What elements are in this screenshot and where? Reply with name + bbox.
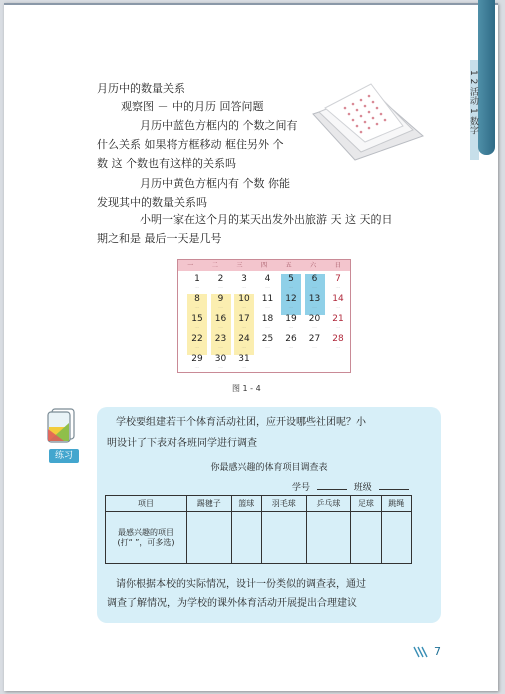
calendar-day-21 <box>328 314 348 335</box>
answer-cell-football[interactable] <box>351 512 381 564</box>
calendar-day-28 <box>328 334 348 355</box>
calendar-day-3 <box>234 274 254 295</box>
survey-meta <box>292 480 413 494</box>
calendar-day-31 <box>234 354 254 375</box>
lesson-line-4: 数 这 个数也有这样的关系吗 <box>97 157 236 170</box>
calendar-day-22 <box>187 334 207 355</box>
calendar-day-number: 13 <box>308 294 321 304</box>
lesson-line-1: 观察图 － 中的月历 回答问题 <box>121 100 264 113</box>
weekday-sat: 六 <box>310 262 317 269</box>
calendar-day-subtext: ····· <box>288 345 294 349</box>
calendar-day-number: 16 <box>214 314 227 324</box>
calendar-day-number: 24 <box>238 334 250 344</box>
lesson-line-3: 什么关系 如果将方框移动 框住另外 个 <box>97 138 284 151</box>
student-number-blank[interactable] <box>317 480 347 490</box>
lesson-line-6: 发现其中的数量关系吗 <box>97 196 207 209</box>
calendar-day-16 <box>211 314 231 335</box>
calendar-day-subtext: ····· <box>194 285 200 289</box>
weekday-thu: 四 <box>261 262 268 269</box>
chapter-tab <box>478 0 495 155</box>
calendar-day-subtext: ····· <box>312 325 317 329</box>
calendar-day-subtext: ····· <box>265 325 270 329</box>
exercise-notebook-icon <box>44 407 80 447</box>
row-label <box>106 512 187 564</box>
calendar-day-subtext: ····· <box>218 345 223 349</box>
calendar-day-20 <box>305 314 325 335</box>
calendar-day-number: 17 <box>238 314 250 324</box>
calendar-day-number: 2 <box>217 274 224 284</box>
exercise-intro-line-2: 明设计了下表对各班同学进行调查 <box>107 438 257 449</box>
page-stripes-decoration <box>412 646 432 658</box>
calendar-day-14 <box>328 294 348 315</box>
calendar-day-subtext: ····· <box>288 305 294 309</box>
calendar-day-subtext: ····· <box>194 325 200 329</box>
calendar-day-number: 3 <box>241 274 247 284</box>
calendar-day-23 <box>211 334 231 355</box>
calendar-day-25 <box>258 334 278 355</box>
weekday-fri: 五 <box>285 262 292 269</box>
calendar-day-number: 28 <box>332 334 344 344</box>
calendar-day-18 <box>258 314 278 335</box>
calendar-day-number: 22 <box>191 334 203 344</box>
calendar-day-24 <box>234 334 254 355</box>
calendar-day-number: 5 <box>288 274 294 284</box>
calendar-day-subtext: ····· <box>288 325 294 329</box>
calendar-day-number: 23 <box>214 334 227 344</box>
calendar-day-subtext: ····· <box>265 305 270 309</box>
calendar-day-number: 26 <box>285 334 297 344</box>
exercise-outro-line-2: 调查了解情况，为学校的课外体育活动开展提出合理建议 <box>107 598 357 609</box>
calendar-day-2 <box>211 274 231 295</box>
calendar-day-number: 27 <box>308 334 321 344</box>
calendar-day-10 <box>234 294 254 315</box>
calendar-day-1 <box>187 274 207 295</box>
section-title: 月历中的数量关系 <box>97 82 185 95</box>
calendar-day-17 <box>234 314 254 335</box>
calendar-day-number: 19 <box>285 314 297 324</box>
calendar-day-12 <box>281 294 301 315</box>
calendar-day-5 <box>281 274 301 295</box>
answer-cell-badminton[interactable] <box>261 512 306 564</box>
student-number-label: 学号 <box>292 483 311 493</box>
page-number: 7 <box>434 645 441 658</box>
month-calendar <box>177 259 351 373</box>
calendar-day-subtext: ····· <box>335 345 341 349</box>
header-rope-skipping: 跳绳 <box>381 496 411 512</box>
header-basketball: 篮球 <box>231 496 261 512</box>
calendar-day-number: 1 <box>194 274 200 284</box>
calendar-day-13 <box>305 294 325 315</box>
calendar-day-19 <box>281 314 301 335</box>
calendar-day-7 <box>328 274 348 295</box>
calendar-day-number: 12 <box>285 294 297 304</box>
answer-cell-shuttlecock[interactable] <box>187 512 232 564</box>
chapter-tab-label: 1 2 活动 1 数字 <box>468 70 478 135</box>
calendar-day-6 <box>305 274 325 295</box>
lesson-line-2: 月历中蓝色方框内的 个数之间有 <box>140 119 298 132</box>
survey-answer-row <box>106 512 412 564</box>
survey-title: 你最感兴趣的体育项目调查表 <box>210 463 328 473</box>
calendar-day-number: 7 <box>335 274 341 284</box>
row-label-line-1: 最感兴趣的项目 <box>118 527 174 537</box>
calendar-day-number: 25 <box>261 334 274 344</box>
calendar-day-subtext: ····· <box>241 365 247 369</box>
lesson-line-8: 期之和是 最后一天是几号 <box>97 232 222 245</box>
figure-caption: 图 1 - 4 <box>232 384 261 393</box>
calendar-day-29 <box>187 354 207 375</box>
answer-cell-table-tennis[interactable] <box>306 512 351 564</box>
calendar-day-number: 18 <box>261 314 274 324</box>
calendar-day-30 <box>211 354 231 375</box>
exercise-intro-line-1: 学校要组建若干个体育活动社团，应开设哪些社团呢？小 <box>116 417 366 428</box>
calendar-day-number: 11 <box>261 294 274 304</box>
survey-header-row <box>106 496 412 512</box>
lesson-line-7: 小明一家在这个月的某天出发外出旅游 天 这 天的日 <box>140 213 393 226</box>
calendar-day-subtext: ····· <box>241 325 247 329</box>
exercise-badge: 练习 <box>49 449 79 463</box>
desk-calendar-illustration <box>305 80 425 170</box>
calendar-day-subtext: ····· <box>218 285 223 289</box>
calendar-day-subtext: ····· <box>218 365 223 369</box>
class-label: 班级 <box>353 483 372 493</box>
weekday-sun: 日 <box>334 262 341 269</box>
calendar-day-subtext: ····· <box>265 285 270 289</box>
calendar-day-number: 14 <box>332 294 344 304</box>
calendar-day-subtext: ····· <box>194 305 200 309</box>
calendar-day-number: 6 <box>311 274 318 284</box>
calendar-day-8 <box>187 294 207 315</box>
header-item: 项目 <box>106 496 187 512</box>
calendar-day-number: 8 <box>194 294 200 304</box>
calendar-day-subtext: ····· <box>241 305 247 309</box>
survey-table <box>105 495 412 564</box>
calendar-day-27 <box>305 334 325 355</box>
class-blank[interactable] <box>379 480 409 490</box>
calendar-day-number: 15 <box>191 314 203 324</box>
calendar-day-number: 21 <box>332 314 344 324</box>
calendar-day-subtext: ····· <box>335 305 341 309</box>
answer-cell-rope-skipping[interactable] <box>381 512 411 564</box>
weekday-wed: 三 <box>236 262 243 269</box>
lesson-line-5: 月历中黄色方框内有 个数 你能 <box>140 177 290 190</box>
answer-cell-basketball[interactable] <box>231 512 261 564</box>
calendar-day-4 <box>258 274 278 295</box>
calendar-day-subtext: ····· <box>194 365 200 369</box>
weekday-mon: 一 <box>187 262 194 269</box>
calendar-day-number: 4 <box>264 274 271 284</box>
calendar-day-number: 30 <box>214 354 227 364</box>
calendar-day-subtext: ····· <box>241 285 247 289</box>
page-top-border <box>4 3 498 5</box>
weekday-header <box>178 260 350 271</box>
calendar-day-subtext: ····· <box>218 325 223 329</box>
calendar-day-number: 20 <box>308 314 321 324</box>
calendar-day-9 <box>211 294 231 315</box>
header-badminton: 羽毛球 <box>261 496 306 512</box>
exercise-outro-line-1: 请你根据本校的实际情况，设计一份类似的调查表，通过 <box>116 579 366 590</box>
calendar-day-number: 9 <box>217 294 224 304</box>
calendar-day-subtext: ····· <box>265 345 270 349</box>
calendar-day-subtext: ····· <box>312 305 317 309</box>
calendar-day-number: 10 <box>238 294 250 304</box>
calendar-day-number: 29 <box>191 354 203 364</box>
calendar-day-subtext: ····· <box>335 325 341 329</box>
header-shuttlecock: 踢毽子 <box>187 496 232 512</box>
header-football: 足球 <box>351 496 381 512</box>
calendar-day-subtext: ····· <box>335 285 341 289</box>
calendar-day-26 <box>281 334 301 355</box>
calendar-day-15 <box>187 314 207 335</box>
calendar-day-subtext: ····· <box>218 305 223 309</box>
calendar-day-subtext: ····· <box>288 285 294 289</box>
row-label-line-2: (打“ ”，可多选) <box>117 537 175 547</box>
calendar-day-number: 31 <box>238 354 250 364</box>
weekday-tue: 二 <box>211 262 218 269</box>
calendar-day-subtext: ····· <box>312 345 317 349</box>
calendar-day-subtext: ····· <box>312 285 317 289</box>
calendar-day-11 <box>258 294 278 315</box>
calendar-day-subtext: ····· <box>194 345 200 349</box>
calendar-day-subtext: ····· <box>241 345 247 349</box>
header-table-tennis: 乒乓球 <box>306 496 351 512</box>
